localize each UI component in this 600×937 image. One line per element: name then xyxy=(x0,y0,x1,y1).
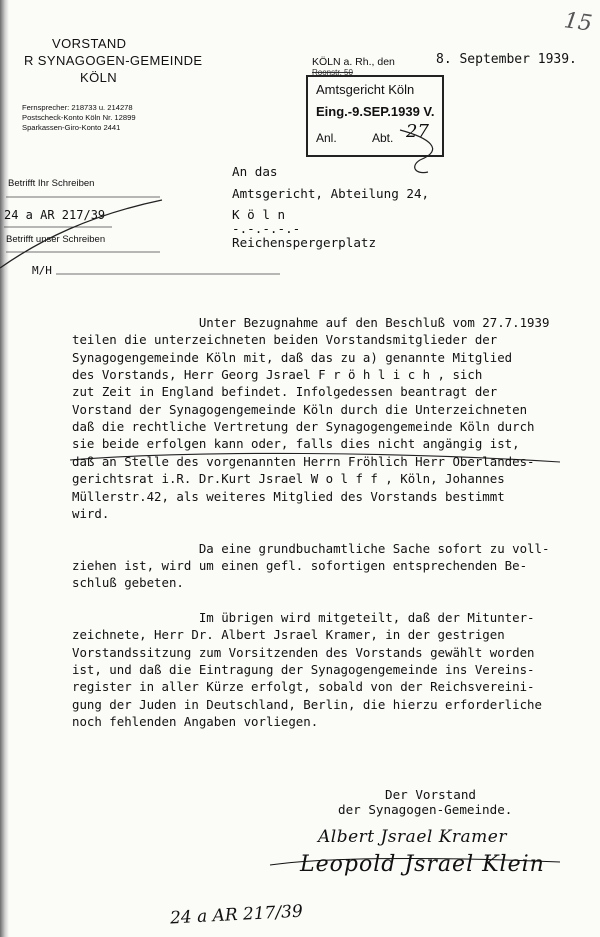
body-line: noch fehlenden Angaben vorliegen. xyxy=(72,714,319,730)
stamp-received-date: Eing.-9.SEP.1939 V. xyxy=(316,104,435,119)
ref-ihr-label: Betrifft Ihr Schreiben xyxy=(8,178,95,189)
letterhead-gemeinde: R SYNAGOGEN-GEMEINDE xyxy=(24,53,203,68)
ref-unser-label: Betrifft unser Schreiben xyxy=(6,234,106,245)
body-line: ziehen ist, wird um einen gefl. sofortigen entsprechenden Be- xyxy=(72,557,528,573)
address-city: K ö l n xyxy=(232,207,286,222)
body-line: Da eine grundbuchamtliche Sache sofort zu voll- xyxy=(72,540,550,556)
bottom-file-note: 24 a AR 217/39 xyxy=(169,901,304,929)
body-line: schluß gebeten. xyxy=(72,575,184,591)
letterhead-vorstand: VORSTAND xyxy=(52,36,127,51)
body-line: ist, und daß die Eintragung der Synagogengemeinde ins Vereins- xyxy=(72,662,535,677)
body-line: des Vorstands, Herr Georg Jsrael F r ö h l i c h , sich xyxy=(72,367,483,383)
stamp-abt-number: 27 xyxy=(406,121,429,142)
signature-klein: Leopold Jsrael Klein xyxy=(300,852,545,877)
body-line: zut Zeit in England befindet. Infolgedessen beantragt der xyxy=(72,384,498,400)
letterhead-city: KÖLN xyxy=(80,70,118,85)
address-court: Amtsgericht, Abteilung 24, xyxy=(232,186,430,201)
stamp-court: Amtsgericht Köln xyxy=(316,82,415,97)
page-number: 15 xyxy=(562,8,594,37)
stamp-anl: Anl. xyxy=(316,131,337,145)
body-line: daß die rechtliche Vertretung der Synagogengemeinde Köln durch xyxy=(72,419,535,435)
body-line: register in aller Kürze erfolgt, sobald von der Reichsvereini- xyxy=(72,679,535,695)
signature-kramer: Albert Jsrael Kramer xyxy=(318,827,507,847)
ref-ihr-value: 24 a AR 217/39 xyxy=(4,208,106,222)
place-label: KÖLN a. Rh., den xyxy=(312,56,395,68)
body-line: zeichnete, Herr Dr. Albert Jsrael Kramer, in der gestrigen xyxy=(72,627,505,643)
signature-underline xyxy=(270,858,560,865)
body-line: gung der Juden in Deutschland, Berlin, die hierzu erforderliche xyxy=(72,696,542,712)
address-street: Reichenspergerplatz xyxy=(232,235,377,250)
body-line: daß an Stelle des vorgenannten Herrn Fröhlich Herr Oberlandes- xyxy=(72,453,535,469)
letter-date: 8. September 1939. xyxy=(436,52,577,67)
body-line: sie beide erfolgen kann oder, falls dies nicht angängig ist, xyxy=(72,436,520,452)
body-line: Im übrigen wird mitgeteilt, daß der Mitunter- xyxy=(72,609,535,625)
stamp-abt: Abt. xyxy=(372,131,394,145)
letterhead-postscheck: Postscheck-Konto Köln Nr. 12899 xyxy=(22,113,136,122)
body-line: Unter Bezugnahme auf den Beschluß vom 27.7.1939 xyxy=(72,315,550,330)
body-line: wird. xyxy=(72,505,110,521)
closing-vorstand: Der Vorstand xyxy=(385,787,476,802)
body-line: Vorstand der Synagogengemeinde Köln durch die Unterzeichneten xyxy=(72,401,528,417)
letterhead-sparkasse: Sparkassen-Giro-Konto 2441 xyxy=(22,123,121,132)
closing-gemeinde: der Synagogen-Gemeinde. xyxy=(338,802,513,817)
struck-address: Roonstr. 50 xyxy=(312,68,353,77)
body-line: gerichtsrat i.R. Dr.Kurt Jsrael W o l f f , Köln, Johannes xyxy=(72,471,505,487)
address-an-das: An das xyxy=(232,164,278,179)
body-line: Müllerstr.42, als weiteres Mitglied des Vorstands bestimmt xyxy=(72,488,505,504)
letterhead-phone: Fernsprecher: 218733 u. 214278 xyxy=(22,103,133,112)
body-line: teilen die unterzeichneten beiden Vorstandsmitglieder der xyxy=(72,332,498,348)
ref-mh: M/H xyxy=(32,264,52,277)
address-dashes: -.-.-.-.- xyxy=(232,221,301,236)
body-line: Synagogengemeinde Köln mit, daß das zu a) genannte Mitglied xyxy=(72,349,513,365)
body-line: Vorstandssitzung zum Vorsitzenden des Vorstands gewählt worden xyxy=(72,644,535,660)
